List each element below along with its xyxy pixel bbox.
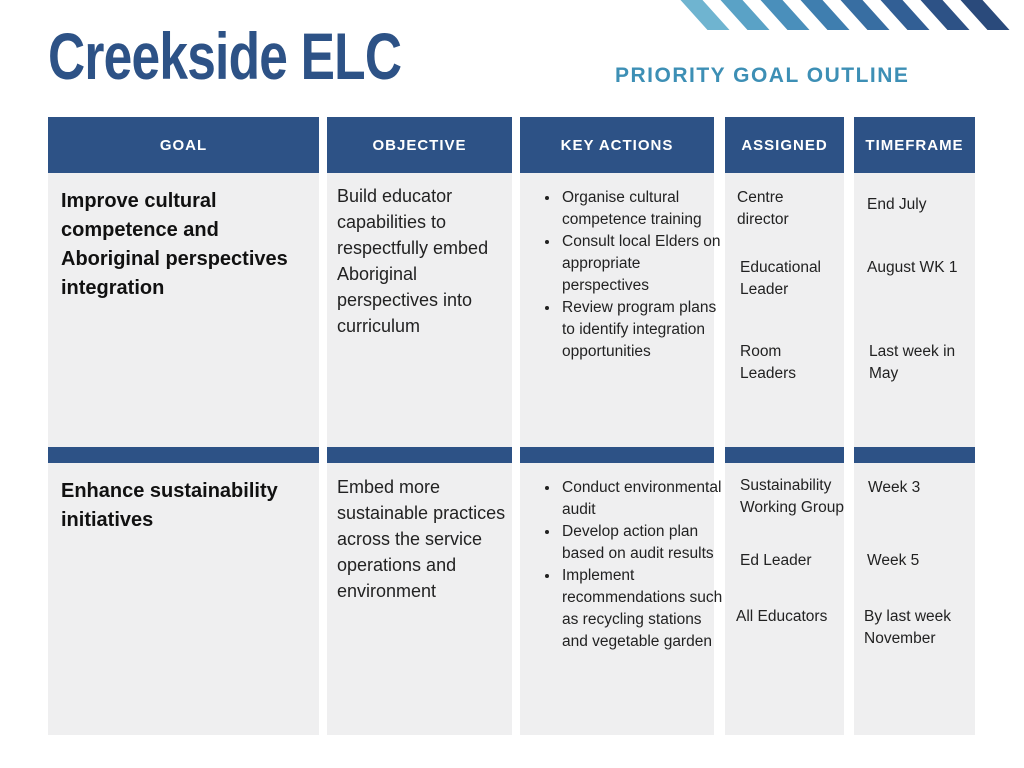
column-header-assigned: ASSIGNED [725, 117, 844, 173]
list-item: • Review program plans to identify integration opportunities [560, 297, 725, 363]
assigned-text: Ed Leader [740, 552, 812, 569]
column-header-key-actions: KEY ACTIONS [520, 117, 714, 173]
stripe [880, 0, 929, 30]
timeframe-text: Last week in May [869, 343, 956, 382]
decorative-stripes [680, 0, 1024, 30]
assigned-text: Room Leaders [740, 343, 797, 382]
stripe [840, 0, 889, 30]
row-divider [48, 447, 319, 463]
row-divider [327, 447, 512, 463]
key-actions-list [538, 477, 725, 653]
assigned-text: Centre director [737, 189, 789, 228]
stripe [960, 0, 1009, 30]
timeframe-text: August WK 1 [867, 259, 958, 276]
timeframe-text: By last week November [864, 608, 952, 647]
timeframe-text: Week 3 [868, 479, 921, 496]
assigned-text: Sustainability Working Group [740, 477, 844, 516]
list-item: • Organise cultural competence training [560, 187, 725, 231]
title: Creekside ELC [48, 19, 402, 93]
stripe [920, 0, 969, 30]
subtitle: PRIORITY GOAL OUTLINE [615, 64, 910, 87]
objective-text: Embed more sustainable practices across the service operations and environment [337, 477, 506, 601]
list-item: • Conduct environmental audit [560, 477, 725, 521]
list-item: • Develop action plan based on audit results [560, 521, 725, 565]
objective-text: Build educator capabilities to respectfully embed Aboriginal perspectives into curriculum [337, 186, 489, 336]
row-divider [854, 447, 975, 463]
column-header-goal: GOAL [48, 117, 319, 173]
table-cell [854, 463, 975, 735]
timeframe-text: Week 5 [867, 552, 920, 569]
column-header-objective: OBJECTIVE [327, 117, 512, 173]
row-divider [520, 447, 714, 463]
list-item: • Implement recommendations such as recycling stations and vegetable garden [560, 565, 725, 653]
timeframe-text: End July [867, 196, 927, 213]
assigned-text: All Educators [736, 608, 828, 625]
column-header-timeframe: TIMEFRAME [854, 117, 975, 173]
goal-text: Enhance sustainability initiatives [61, 480, 278, 531]
stripe [800, 0, 849, 30]
stripe [760, 0, 809, 30]
list-item: • Consult local Elders on appropriate perspectives [560, 231, 725, 297]
goal-text: Improve cultural competence and Aboriginal perspectives integration [61, 190, 288, 299]
key-actions-list [538, 187, 725, 363]
assigned-text: Educational Leader [740, 259, 822, 298]
stripe [680, 0, 729, 30]
row-divider [725, 447, 844, 463]
stripe [720, 0, 769, 30]
